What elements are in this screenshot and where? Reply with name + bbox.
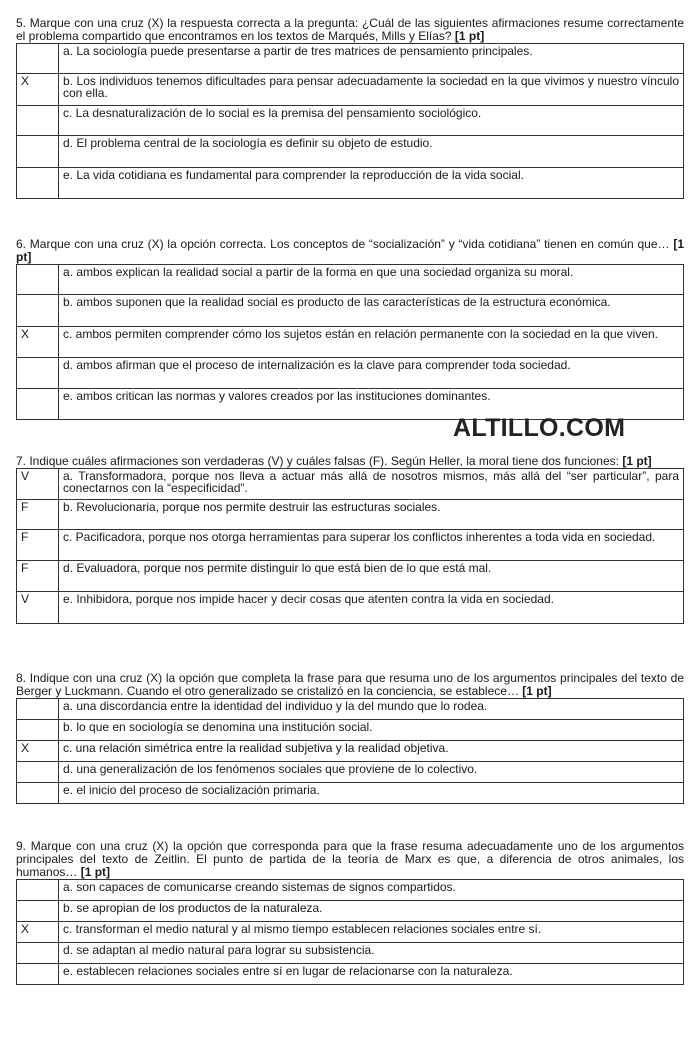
option-row xyxy=(17,265,684,295)
option-text: d. se adaptan al medio natural para lograr su subsistencia. xyxy=(59,943,684,964)
option-row xyxy=(17,720,684,741)
option-text: e. Inhibidora, porque nos impide hacer y decir cosas que atenten contra la vida en sociedad. xyxy=(59,592,684,624)
points-label: [1 pt] xyxy=(522,684,552,698)
option-row xyxy=(17,74,684,106)
option-row xyxy=(17,469,684,500)
option-text: c. una relación simétrica entre la realidad subjetiva y la realidad objetiva. xyxy=(59,741,684,762)
option-text: a. una discordancia entre la identidad del individuo y la del mundo que lo rodea. xyxy=(59,699,684,720)
answer-mark-cell[interactable] xyxy=(17,699,59,720)
option-text: b. lo que en sociología se denomina una institución social. xyxy=(59,720,684,741)
watermark-logo: ALTILLO.COM xyxy=(453,414,626,442)
answer-mark-cell[interactable]: X xyxy=(17,922,59,943)
answer-mark-cell[interactable]: X xyxy=(17,327,59,358)
answer-mark-cell[interactable] xyxy=(17,762,59,783)
option-text: c. ambos permiten comprender cómo los sujetos están en relación permanente con la sociedad en la que viven. xyxy=(59,327,684,358)
option-row xyxy=(17,699,684,720)
answer-mark-cell[interactable] xyxy=(17,720,59,741)
option-text: a. son capaces de comunicarse creando sistemas de signos compartidos. xyxy=(59,880,684,901)
option-text: b. ambos suponen que la realidad social es producto de las características de la estructura económica. xyxy=(59,295,684,327)
option-row xyxy=(17,358,684,389)
answer-mark-cell[interactable] xyxy=(17,44,59,74)
option-text: b. se apropian de los productos de la naturaleza. xyxy=(59,901,684,922)
answer-mark-cell[interactable]: F xyxy=(17,500,59,530)
option-row xyxy=(17,500,684,530)
answer-mark-cell[interactable]: V xyxy=(17,469,59,500)
option-text: d. ambos afirman que el proceso de internalización es la clave para comprender toda sociedad. xyxy=(59,358,684,389)
option-row xyxy=(17,168,684,199)
question-7 xyxy=(16,455,684,624)
question-8 xyxy=(16,672,684,804)
answer-mark-cell[interactable]: F xyxy=(17,530,59,561)
question-stem: 6. Marque con una cruz (X) la opción correcta. Los conceptos de “socialización” y “vida cotidiana” tienen en común que… [1 pt] xyxy=(16,237,684,264)
points-label: [1 pt] xyxy=(622,454,652,468)
answer-mark-cell[interactable] xyxy=(17,295,59,327)
option-row xyxy=(17,530,684,561)
option-row xyxy=(17,295,684,327)
option-text: d. Evaluadora, porque nos permite distinguir lo que está bien de lo que está mal. xyxy=(59,561,684,592)
question-stem: 5. Marque con una cruz (X) la respuesta correcta a la pregunta: ¿Cuál de las siguientes afirmaciones resume correctamente el problema compartido que encontramos en los textos de Marqués, Mills y Elías? [1 pt] xyxy=(16,16,684,43)
answer-mark-cell[interactable] xyxy=(17,901,59,922)
option-row xyxy=(17,880,684,901)
options-table xyxy=(16,43,684,199)
option-text: b. Revolucionaria, porque nos permite destruir las estructuras sociales. xyxy=(59,500,684,530)
points-label: [1 pt] xyxy=(16,237,684,264)
answer-mark-cell[interactable]: F xyxy=(17,561,59,592)
points-label: [1 pt] xyxy=(80,865,111,879)
points-label: [1 pt] xyxy=(454,29,485,43)
answer-mark-cell[interactable] xyxy=(17,943,59,964)
option-text: a. Transformadora, porque nos lleva a actuar más allá de nosotros mismos, más allá del “ser particular”, para conectarnos con la “especificidad”. xyxy=(59,469,684,500)
option-row xyxy=(17,901,684,922)
option-text: e. ambos critican las normas y valores creados por las instituciones dominantes. xyxy=(59,389,684,420)
answer-mark-cell[interactable] xyxy=(17,106,59,136)
answer-mark-cell[interactable] xyxy=(17,783,59,804)
options-table xyxy=(16,264,684,420)
options-table xyxy=(16,468,684,624)
answer-mark-cell[interactable] xyxy=(17,964,59,985)
option-row xyxy=(17,561,684,592)
option-text: e. el inicio del proceso de socialización primaria. xyxy=(59,783,684,804)
option-row xyxy=(17,44,684,74)
question-stem: 9. Marque con una cruz (X) la opción que corresponda para que la frase resuma adecuadamente uno de los argumentos principales del texto de Zeitlin. El punto de partida de la teoría de Marx es que, a diferencia de otros animales, los humanos… [1 pt] xyxy=(16,839,684,879)
answer-mark-cell[interactable] xyxy=(17,389,59,420)
option-text: a. ambos explican la realidad social a partir de la forma en que una sociedad organiza su moral. xyxy=(59,265,684,295)
option-row xyxy=(17,922,684,943)
option-text: a. La sociología puede presentarse a partir de tres matrices de pensamiento principales. xyxy=(59,44,684,74)
option-row xyxy=(17,741,684,762)
question-5 xyxy=(16,17,684,199)
question-stem: 8. Indique con una cruz (X) la opción que completa la frase para que resuma uno de los argumentos principales del texto de Berger y Luckmann. Cuando el otro generalizado se cristalizó en la conciencia, se establece… [1 pt] xyxy=(16,671,684,698)
answer-mark-cell[interactable] xyxy=(17,880,59,901)
answer-mark-cell[interactable]: X xyxy=(17,741,59,762)
answer-mark-cell[interactable] xyxy=(17,358,59,389)
answer-mark-cell[interactable] xyxy=(17,168,59,199)
option-row xyxy=(17,762,684,783)
option-text: e. establecen relaciones sociales entre sí en lugar de relacionarse con la naturaleza. xyxy=(59,964,684,985)
option-text: b. Los individuos tenemos dificultades para pensar adecuadamente la sociedad en la que vivimos y nuestro vínculo con ella. xyxy=(59,74,684,106)
option-text: e. La vida cotidiana es fundamental para comprender la reproducción de la vida social. xyxy=(59,168,684,199)
option-row xyxy=(17,136,684,168)
option-row xyxy=(17,783,684,804)
question-stem: 7. Indique cuáles afirmaciones son verdaderas (V) y cuáles falsas (F). Según Heller, la moral tiene dos funciones: [1 pt] xyxy=(16,454,652,468)
option-row xyxy=(17,592,684,624)
option-text: c. transforman el medio natural y al mismo tiempo establecen relaciones sociales entre sí. xyxy=(59,922,684,943)
option-row xyxy=(17,327,684,358)
option-text: d. una generalización de los fenómenos sociales que proviene de lo colectivo. xyxy=(59,762,684,783)
option-text: d. El problema central de la sociología es definir su objeto de estudio. xyxy=(59,136,684,168)
answer-mark-cell[interactable]: V xyxy=(17,592,59,624)
option-row xyxy=(17,964,684,985)
option-row xyxy=(17,943,684,964)
answer-mark-cell[interactable]: X xyxy=(17,74,59,106)
question-9 xyxy=(16,840,684,985)
option-text: c. Pacificadora, porque nos otorga herramientas para superar los conflictos inherentes a toda vida en sociedad. xyxy=(59,530,684,561)
option-text: c. La desnaturalización de lo social es la premisa del pensamiento sociológico. xyxy=(59,106,684,136)
question-6 xyxy=(16,238,684,420)
option-row xyxy=(17,106,684,136)
answer-mark-cell[interactable] xyxy=(17,136,59,168)
answer-mark-cell[interactable] xyxy=(17,265,59,295)
options-table xyxy=(16,698,684,804)
options-table xyxy=(16,879,684,985)
